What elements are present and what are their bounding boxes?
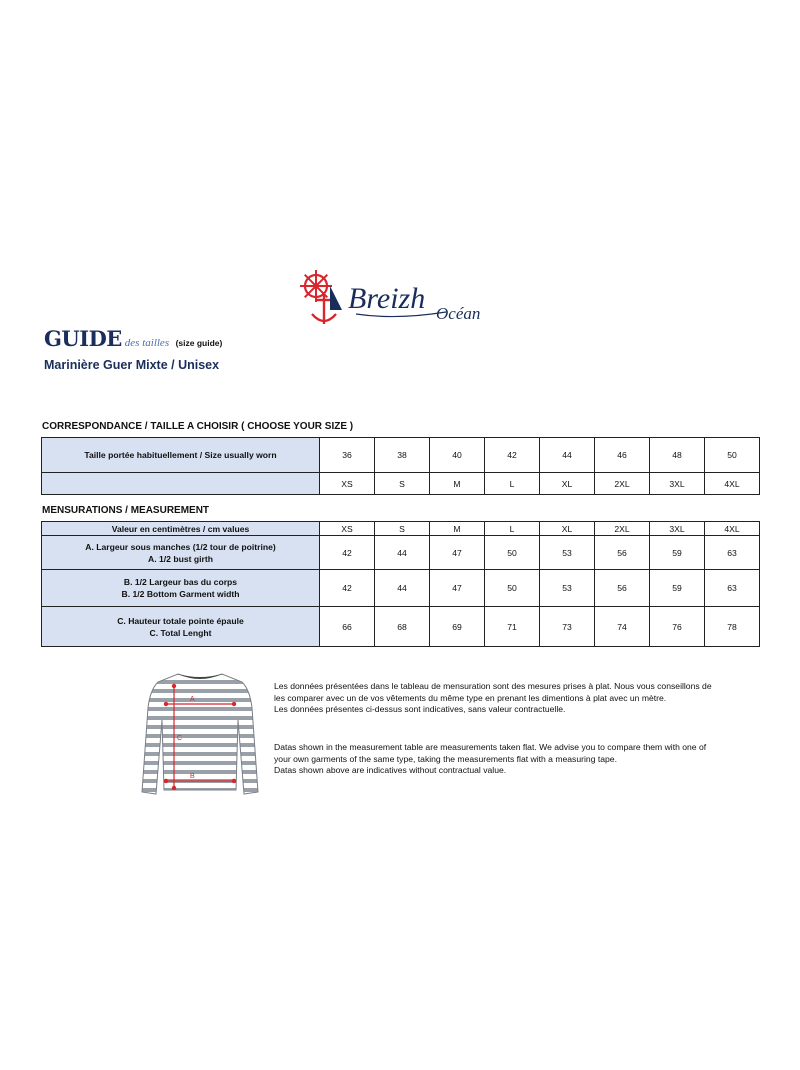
measurement-label [42, 536, 320, 570]
size-number-cell: 48 [650, 438, 705, 473]
size-number-cell: 38 [375, 438, 430, 473]
measurements-table [41, 521, 760, 647]
size-letter-cell: 4XL [705, 473, 760, 495]
measurement-value: 63 [705, 536, 760, 570]
guide-title [44, 326, 222, 351]
ship-wheel-icon [300, 270, 332, 302]
measurement-label-en: A. 1/2 bust girth [148, 553, 213, 564]
size-letter-cell: S [375, 473, 430, 495]
measurement-value: 69 [430, 607, 485, 647]
measurement-value: 68 [375, 607, 430, 647]
measurement-label-fr: A. Largeur sous manches (1/2 tour de poitrine) [85, 541, 276, 552]
measurement-label-fr: C. Hauteur totale pointe épaule [117, 615, 244, 626]
measurement-value: 42 [320, 570, 375, 607]
measurement-value: 74 [595, 607, 650, 647]
size-number-cell: 46 [595, 438, 650, 473]
measurement-value: 50 [485, 570, 540, 607]
size-letter-cell: L [485, 473, 540, 495]
measurement-value: 53 [540, 570, 595, 607]
label-a: A [190, 696, 195, 703]
brand-name-part1: Breizh [348, 282, 426, 315]
blank-label-cell [42, 473, 320, 495]
cm-values-header: Valeur en centimètres / cm values [42, 522, 320, 536]
label-c: C [177, 735, 183, 742]
measurement-value: 56 [595, 570, 650, 607]
measurement-value: 76 [650, 607, 705, 647]
measurement-value: 73 [540, 607, 595, 647]
size-header-cell: 2XL [595, 522, 650, 536]
size-header-cell: XL [540, 522, 595, 536]
measurement-value: 59 [650, 570, 705, 607]
shirt-measurement-diagram [138, 668, 262, 796]
size-letter-cell: 2XL [595, 473, 650, 495]
measurement-value: 44 [375, 570, 430, 607]
notes-fr [274, 681, 724, 716]
measurement-value: 53 [540, 536, 595, 570]
measurement-value: 47 [430, 536, 485, 570]
measurement-value: 47 [430, 570, 485, 607]
table-row [42, 536, 760, 570]
size-letter-cell: 3XL [650, 473, 705, 495]
measurement-value: 44 [375, 536, 430, 570]
measurement-value: 59 [650, 536, 705, 570]
note-fr-1: Les données présentées dans le tableau de mensuration sont des mesures prises à plat. Nous vous conseillons de les comparer avec un de vos vêtements du même type en prenant les dimentions à plat avec un mètre. [274, 681, 712, 703]
size-header-cell: L [485, 522, 540, 536]
size-correspondence-table [41, 437, 760, 495]
size-number-cell: 44 [540, 438, 595, 473]
measurement-value: 56 [595, 536, 650, 570]
size-number-cell: 36 [320, 438, 375, 473]
label-b: B [190, 773, 195, 780]
size-letter-cell: XS [320, 473, 375, 495]
size-header-cell: S [375, 522, 430, 536]
guide-subtitle: des tailles [124, 337, 170, 349]
size-number-cell: 50 [705, 438, 760, 473]
striped-shirt-icon [142, 674, 258, 794]
size-worn-label: Taille portée habituellement / Size usually worn [42, 438, 320, 473]
note-en-2: Datas shown above are indicatives without contractual value. [274, 765, 507, 776]
size-letter-cell: XL [540, 473, 595, 495]
measurement-label [42, 570, 320, 607]
measurement-label-en: C. Total Lenght [149, 627, 212, 638]
table-row [42, 473, 760, 495]
table-row [42, 607, 760, 647]
size-header-cell: XS [320, 522, 375, 536]
brand-logo [296, 266, 506, 328]
note-en-1: Datas shown in the measurement table are measurements taken flat. We advise you to compare them with one of your own garments of the same type, taking the measurements flat with a measuring tape. [274, 742, 707, 764]
product-title: Marinière Guer Mixte / Unisex [44, 358, 220, 372]
measurement-value: 42 [320, 536, 375, 570]
note-fr-2: Les données présentes ci-dessus sont indicatives, sans valeur contractuelle. [274, 704, 566, 715]
measurement-value: 63 [705, 570, 760, 607]
measurement-value: 50 [485, 536, 540, 570]
size-letter-cell: M [430, 473, 485, 495]
measurement-label [42, 607, 320, 647]
table-row [42, 570, 760, 607]
measurement-label-en: B. 1/2 Bottom Garment width [121, 589, 240, 599]
size-header-cell: M [430, 522, 485, 536]
size-header-cell: 3XL [650, 522, 705, 536]
measurement-value: 66 [320, 607, 375, 647]
notes-en [274, 742, 724, 777]
size-header-cell: 4XL [705, 522, 760, 536]
size-number-cell: 42 [485, 438, 540, 473]
size-number-cell: 40 [430, 438, 485, 473]
measurement-value: 71 [485, 607, 540, 647]
table-header-row [42, 522, 760, 536]
table-row [42, 438, 760, 473]
measurement-value: 78 [705, 607, 760, 647]
sail-icon [330, 286, 342, 310]
measurements-heading: MENSURATIONS / MEASUREMENT [42, 505, 210, 516]
guide-word: GUIDE [44, 326, 122, 351]
guide-note: (size guide) [175, 338, 223, 348]
correspondance-heading: CORRESPONDANCE / TAILLE A CHOISIR ( CHOOSE YOUR SIZE ) [42, 421, 354, 432]
measurement-label-fr: B. 1/2 Largeur bas du corps [123, 577, 238, 587]
brand-name-part2: Océan [436, 304, 481, 323]
